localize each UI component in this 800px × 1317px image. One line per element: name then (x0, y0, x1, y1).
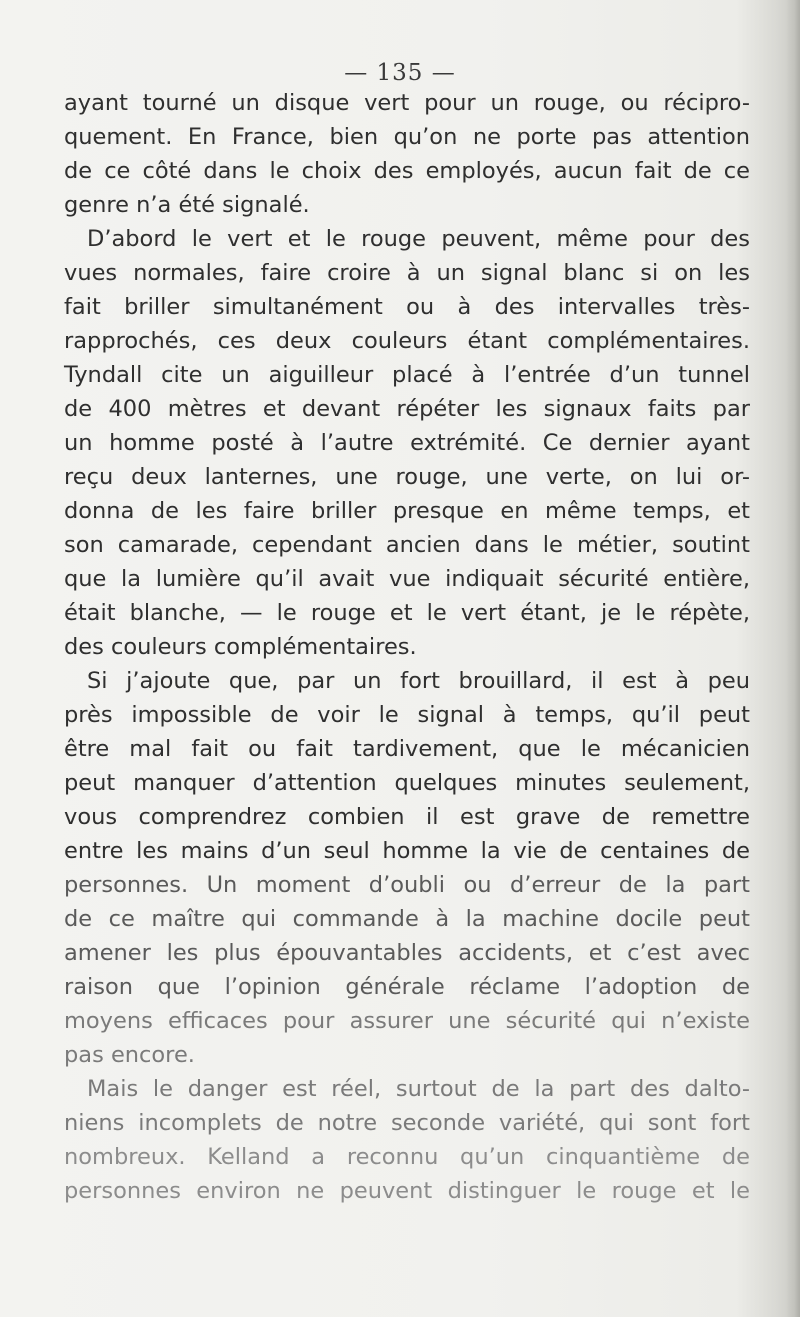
text-line: de 400 mètres et devant répéter les signaux faits par (64, 396, 750, 422)
text-line: moyens efficaces pour assurer une sécurité qui n’existe (64, 1008, 750, 1034)
text-line: fait briller simultanément ou à des intervalles très- (64, 294, 750, 320)
page-number: — 135 — (344, 60, 456, 86)
text-line: personnes. Un moment d’oubli ou d’erreur de la part (64, 872, 750, 898)
text-line: entre les mains d’un seul homme la vie de centaines de (64, 838, 750, 864)
text-line: était blanche, — le rouge et le vert étant, je le répète, (64, 600, 750, 626)
text-line: nombreux. Kelland a reconnu qu’un cinquantième de (64, 1144, 750, 1170)
text-line: D’abord le vert et le rouge peuvent, même pour des (87, 226, 750, 252)
text-line: Mais le danger est réel, surtout de la part des dalto- (87, 1076, 750, 1102)
text-line: amener les plus épouvantables accidents, et c’est avec (64, 940, 750, 966)
text-line: que la lumière qu’il avait vue indiquait sécurité entière, (64, 566, 750, 592)
text-line: pas encore. (64, 1042, 195, 1068)
body-text (64, 86, 750, 1208)
text-line: de ce côté dans le choix des employés, aucun fait de ce (64, 158, 750, 184)
text-line: donna de les faire briller presque en même temps, et (64, 498, 750, 524)
text-line: Tyndall cite un aiguilleur placé à l’entrée d’un tunnel (64, 362, 750, 388)
text-line: genre n’a été signalé. (64, 192, 310, 218)
text-line: près impossible de voir le signal à temps, qu’il peut (64, 702, 750, 728)
text-line: ayant tourné un disque vert pour un rouge, ou récipro- (64, 90, 750, 116)
text-line: son camarade, cependant ancien dans le métier, soutint (64, 532, 750, 558)
text-line: vous comprendrez combien il est grave de remettre (64, 804, 750, 830)
page-edge (786, 0, 800, 1317)
text-line: personnes environ ne peuvent distinguer le rouge et le (64, 1178, 750, 1204)
text-line: niens incomplets de notre seconde variété, qui sont fort (64, 1110, 750, 1136)
text-line: de ce maître qui commande à la machine docile peut (64, 906, 750, 932)
text-line: raison que l’opinion générale réclame l’adoption de (64, 974, 750, 1000)
text-line: reçu deux lanternes, une rouge, une verte, on lui or- (64, 464, 750, 490)
text-line: quement. En France, bien qu’on ne porte pas attention (64, 124, 750, 150)
text-line: peut manquer d’attention quelques minutes seulement, (64, 770, 750, 796)
text-line: un homme posté à l’autre extrémité. Ce dernier ayant (64, 430, 750, 456)
text-line: être mal fait ou fait tardivement, que le mécanicien (64, 736, 750, 762)
text-line: des couleurs complémentaires. (64, 634, 417, 660)
text-line: vues normales, faire croire à un signal blanc si on les (64, 260, 750, 286)
text-line: Si j’ajoute que, par un fort brouillard, il est à peu (87, 668, 750, 694)
text-line: rapprochés, ces deux couleurs étant complémentaires. (64, 328, 750, 354)
